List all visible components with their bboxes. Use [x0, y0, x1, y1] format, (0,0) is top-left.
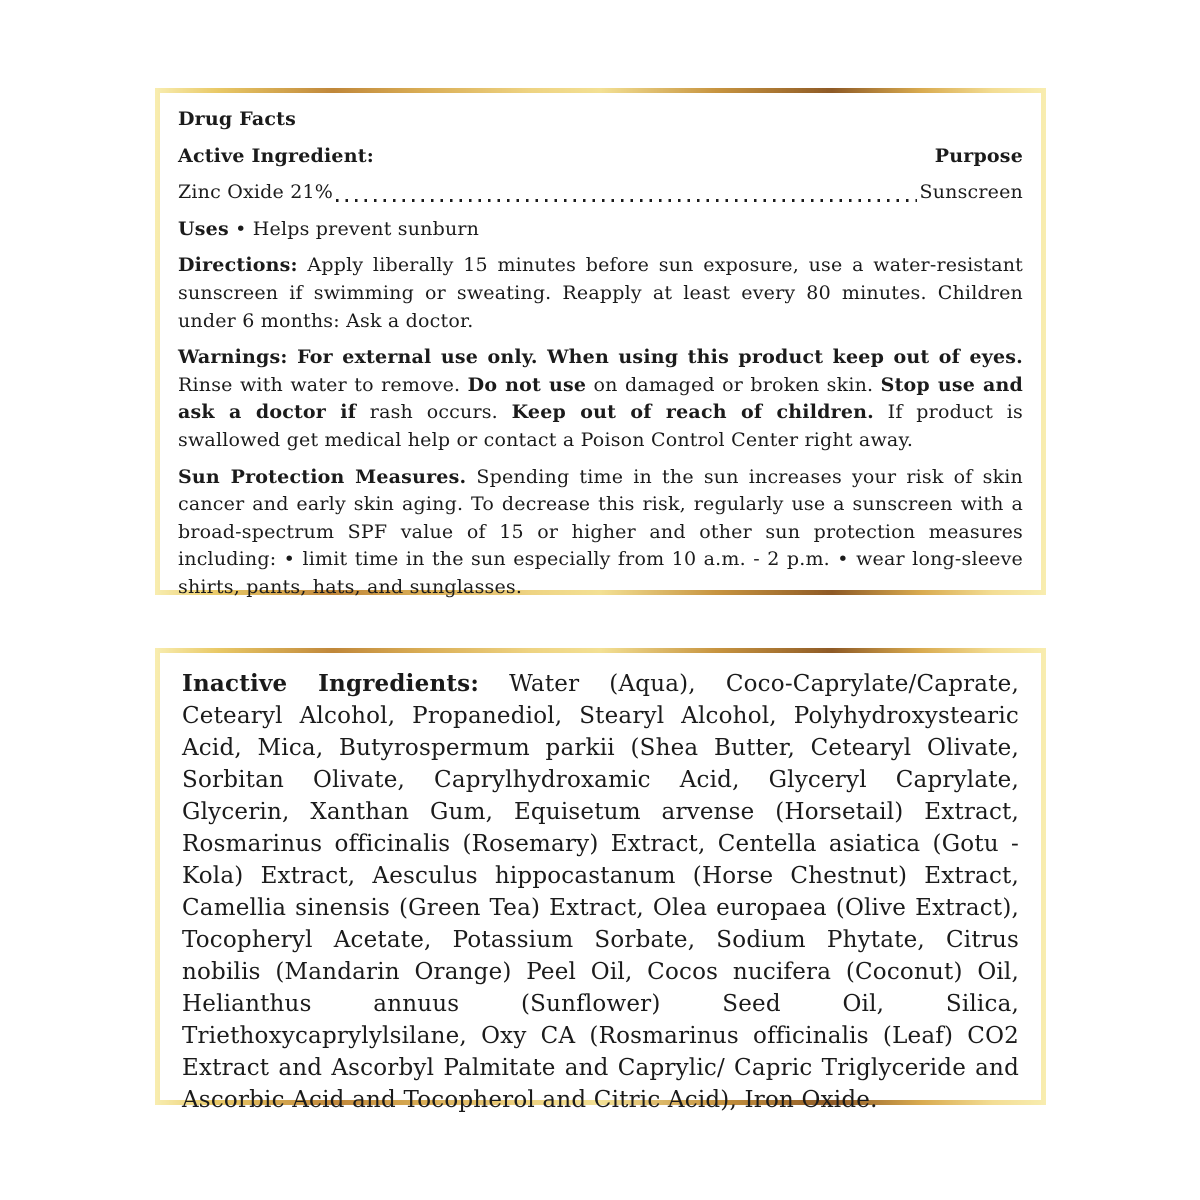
active-ingredient-purpose: Sunscreen: [919, 181, 1023, 204]
uses-label: Uses: [178, 217, 229, 240]
warnings-segment: Rinse with water to remove.: [178, 373, 461, 396]
inactive-ingredients-paragraph: [182, 668, 1019, 1116]
warnings-segment: If product is swallowed get medical help or contact a Poison Control Center right away.: [178, 401, 1023, 451]
directions-text: Apply liberally 15 minutes before sun exposure, use a water-resistant sunscreen if swimming or sweating. Reapply at least every 80 minutes. Children under 6 months: Ask a doctor.: [178, 254, 1023, 332]
active-ingredient-name: Zinc Oxide 21%: [178, 181, 334, 204]
sun-protection-paragraph: [178, 464, 1023, 602]
drug-facts-panel-frame: [155, 88, 1046, 598]
uses-line: [178, 216, 1023, 244]
warnings-segment: Warnings: For external use only. When using this product keep out of eyes.: [178, 346, 1023, 369]
sun-protection-text: Spending time in the sun increases your risk of skin cancer and early skin aging. To decrease this risk, regularly use a sunscreen with a broad-spectrum SPF value of 15 or higher and other sun protection measures including: • limit time in the sun especially from 10 a.m. - 2 p.m. • wear long-sleeve shirts, pants, hats, and sunglasses.: [178, 465, 1023, 598]
warnings-segment: Keep out of reach of children.: [511, 401, 874, 424]
sun-protection-label: Sun Protection Measures.: [178, 465, 467, 488]
active-ingredient-row: [178, 179, 1023, 207]
warnings-segment: on damaged or broken skin.: [593, 373, 874, 396]
inactive-ingredients-text: Water (Aqua), Coco-Caprylate/Caprate, Cetearyl Alcohol, Propanediol, Stearyl Alcohol, Polyhydroxystearic Acid, Mica, Butyrospermum parkii (Shea Butter, Cetearyl Olivate, Sorbitan Olivate, Caprylhydroxamic Acid, Glyceryl Caprylate, Glycerin, Xanthan Gum, Equisetum arvense (Horsetail) Extract, Rosmarinus officinalis (Rosemary) Extract, Centella asiatica (Gotu - Kola) Extract, Aesculus hippocastanum (Horse Chestnut) Extract, Camellia sinensis (Green Tea) Extract, Olea europaea (Olive Extract), Tocopheryl Acetate, Potassium Sorbate, Sodium Phytate, Citrus nobilis (Mandarin Orange) Peel Oil, Cocos nucifera (Coconut) Oil, Helianthus annuus (Sunflower) Seed Oil, Silica, Triethoxycaprylylsilane, Oxy CA (Rosmarinus officinalis (Leaf) CO2 Extract and Ascorbyl Palmitate and Caprylic/ Capric Triglyceride and Ascorbic Acid and Tocopherol and Citric Acid), Iron Oxide.: [182, 671, 1019, 1113]
inactive-ingredients-panel-frame: [155, 648, 1046, 1113]
inactive-ingredients-panel: [160, 653, 1041, 1113]
active-ingredient-header-row: [178, 143, 1023, 171]
directions-label: Directions:: [178, 254, 298, 277]
purpose-label: Purpose: [934, 144, 1023, 167]
drug-facts-panel: [160, 93, 1041, 598]
inactive-ingredients-label: Inactive Ingredients:: [182, 670, 480, 697]
warnings-segment: Do not use: [467, 373, 587, 396]
uses-text: • Helps prevent sunburn: [235, 217, 480, 240]
active-ingredient-label: Active Ingredient:: [178, 144, 374, 167]
warnings-segment: rash occurs.: [369, 401, 498, 424]
warnings-paragraph: [178, 344, 1023, 454]
drug-facts-title: Drug Facts: [178, 108, 297, 130]
warnings-segment: Stop use and ask a doctor if: [178, 373, 1023, 424]
directions-paragraph: [178, 252, 1023, 335]
dotted-leader: [336, 199, 916, 202]
